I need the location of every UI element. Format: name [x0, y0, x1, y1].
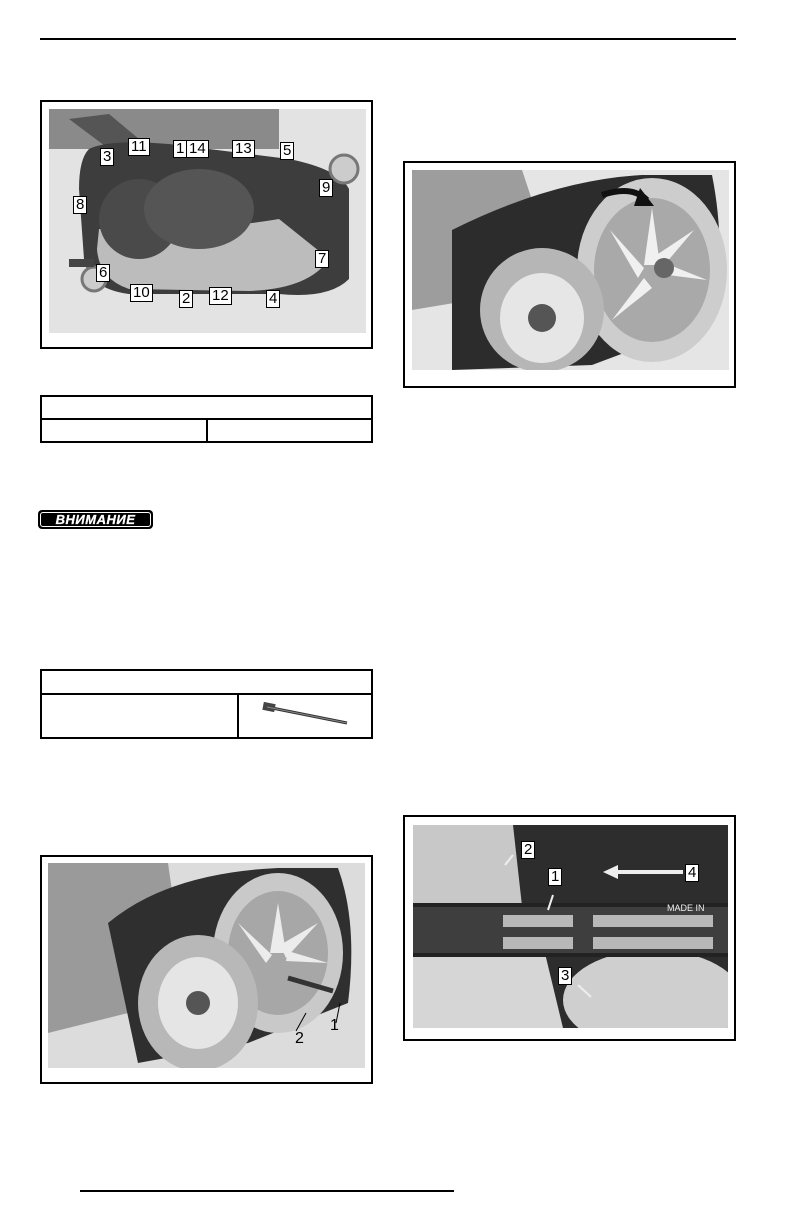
callout-7: 7	[315, 250, 329, 268]
tool-table	[40, 669, 373, 739]
callout-5: 5	[280, 142, 294, 160]
callout-1: 1	[548, 868, 562, 886]
callout-2: 2	[295, 1030, 304, 1047]
callout-3: 3	[558, 967, 572, 985]
tool-image	[257, 699, 357, 729]
callout-2: 2	[179, 290, 193, 308]
header-rule	[40, 38, 736, 40]
drive-belt-photo	[413, 825, 728, 1028]
clutch-rotation-figure	[403, 161, 736, 388]
clutch-tool-figure	[40, 855, 373, 1084]
callout-9: 9	[319, 179, 333, 197]
callout-4: 4	[685, 864, 699, 882]
warning-badge	[38, 510, 153, 529]
callout-14: 14	[186, 140, 209, 158]
warning-label: ВНИМАНИЕ	[55, 512, 136, 527]
torque-spec-table	[40, 395, 373, 443]
callout-8: 8	[73, 196, 87, 214]
footer-rule	[80, 1190, 454, 1192]
callout-10: 10	[130, 284, 153, 302]
belt-print-text: MADE IN	[667, 903, 705, 913]
callout-13: 13	[232, 140, 255, 158]
table-divider	[42, 693, 371, 695]
callout-1: 1	[330, 1017, 339, 1034]
callout-2: 2	[521, 841, 535, 859]
callout-3: 3	[100, 148, 114, 166]
callout-11: 11	[128, 138, 150, 156]
drive-belt-figure	[403, 815, 736, 1041]
callout-1: 1	[173, 140, 187, 158]
clutch-cover-figure	[40, 100, 373, 349]
table-column-divider	[206, 418, 208, 441]
callout-4: 4	[266, 290, 280, 308]
clutch-rotation-photo	[412, 170, 729, 370]
table-column-divider	[237, 693, 239, 737]
clutch-tool-photo	[48, 863, 365, 1068]
callout-6: 6	[96, 264, 110, 282]
callout-12: 12	[209, 287, 232, 305]
